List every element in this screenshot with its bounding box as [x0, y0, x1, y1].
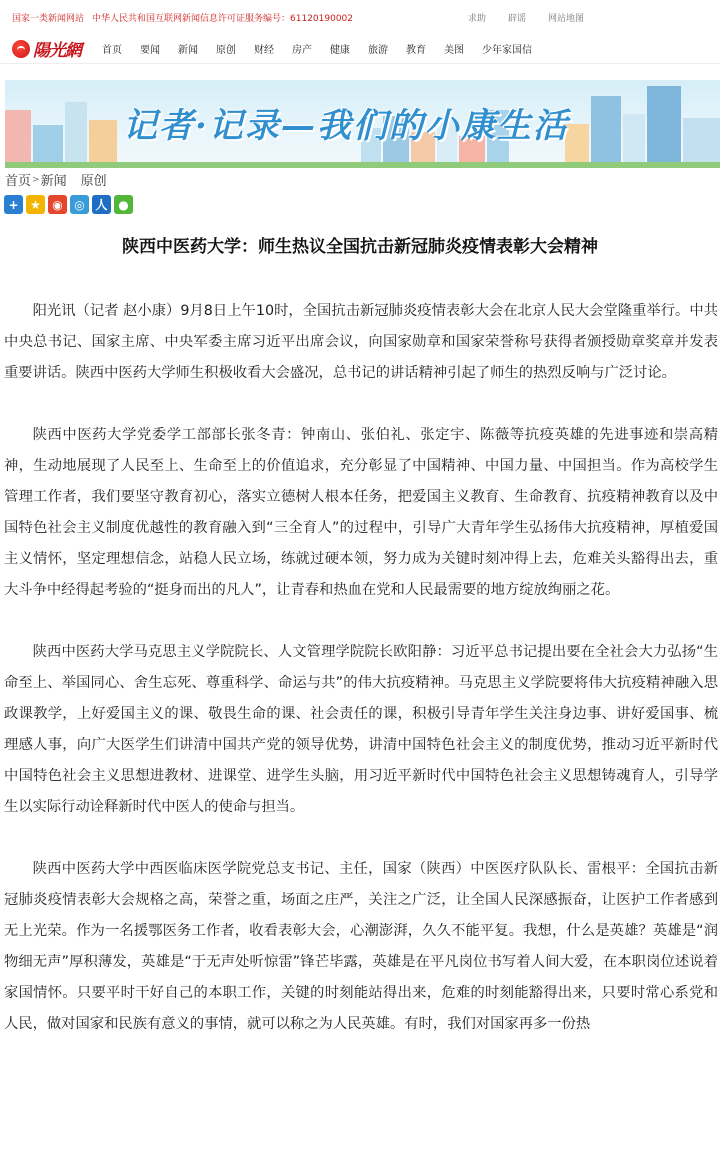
breadcrumb-sub[interactable]: 原创: [80, 174, 107, 189]
article-body: [4, 296, 718, 1071]
help-link[interactable]: 求助: [467, 13, 486, 24]
nav-item-health[interactable]: 健康: [330, 45, 350, 56]
breadcrumb-separator: >: [32, 174, 40, 185]
nav-item-travel[interactable]: 旅游: [368, 45, 388, 56]
weibo-icon[interactable]: ◉: [48, 195, 67, 214]
sitemap-link[interactable]: 网站地图: [547, 13, 584, 24]
article-paragraph: 陕西中医药大学中西医临床医学院党总支书记、主任，国家（陕西）中医医疗队队长、雷根平：全国抗击新冠肺炎疫情表彰大会规格之高，荣誉之重，场面之庄严，关注之广泛，让全国人民深感振奋，让医护工作者感到无上光荣。作为一名援鄂医务工作者，收看表彰大会，心潮澎湃，久久不能平复。我想，什么是英雄？英雄是“润物细无声”厚积薄发，英雄是“于无声处听惊雷”锋芒毕露，英雄是在平凡岗位书写着人间大爱，在本职岗位述说着家国情怀。只要平时干好自己的本职工作，关键的时刻能站得出来，危难的时刻能豁得出来，只要时常心系党和人民，做对国家和民族有意义的事情，就可以称之为人民英雄。有时，我们对国家再多一份热: [4, 861, 718, 1032]
breadcrumb: [5, 170, 107, 189]
main-nav: [0, 34, 720, 64]
nav-item-education[interactable]: 教育: [406, 45, 426, 56]
plus-icon[interactable]: +: [4, 195, 23, 214]
article-paragraph: 陕西中医药大学党委学工部部长张冬青：钟南山、张伯礼、张定宇、陈薇等抗疫英雄的先进事迹和崇高精神，生动地展现了人民至上、生命至上的价值追求，充分彰显了中国精神、中国力量、中国担当。作为高校学生管理工作者，我们要坚守教育初心，落实立德树人根本任务，把爱国主义教育、生命教育、抗疫精神教育以及中国特色社会主义制度优越性的教育融入到“三全育人”的过程中，引导广大青年学生弘扬伟大抗疫精神，厚植爱国主义情怀，坚定理想信念，站稳人民立场，练就过硬本领，努力成为关键时刻冲得上去，危难关头豁得出去，重大斗争中经得起考验的“挺身而出的凡人”，让青春和热血在党和人民最需要的地方绽放绚丽之花。: [4, 427, 718, 598]
article-title: 陕西中医药大学：师生热议全国抗击新冠肺炎疫情表彰大会精神: [122, 237, 598, 257]
nav-item-youth[interactable]: 少年家国信: [482, 45, 532, 56]
share-bar: [4, 195, 133, 214]
wechat-icon[interactable]: ●: [114, 195, 133, 214]
sun-logo-icon: [12, 40, 30, 58]
site-label: 国家一类新闻网站: [12, 13, 85, 24]
nav-menu: [93, 41, 541, 56]
article-paragraph: 陕西中医药大学马克思主义学院院长、人文管理学院院长欧阳静：习近平总书记提出要在全社会大力弘扬“生命至上、举国同心、舍生忘死、尊重科学、命运与共”的伟大抗疫精神。马克思主义学院要将伟大抗疫精神融入思政课教学，上好爱国主义的课、敬畏生命的课、社会责任的课，积极引导青年学生关注身边事、讲好爱国事、梳理感人事，向广大医学生们讲清中国共产党的领导优势，讲清中国特色社会主义的制度优势，推动习近平新时代中国特色社会主义思想进教材、进课堂、进学生头脑，用习近平新时代中国特色社会主义思想铸魂育人，引导学生以实际行动诠释新时代中医人的使命与担当。: [4, 644, 718, 815]
logo-text: 陽光網: [33, 41, 81, 61]
breadcrumb-home[interactable]: 首页: [5, 174, 32, 189]
tencent-weibo-icon[interactable]: ◎: [70, 195, 89, 214]
article-paragraph: 阳光讯（记者 赵小康）9月8日上午10时，全国抗击新冠肺炎疫情表彰大会在北京人民大会堂隆重举行。中共中央总书记、国家主席、中央军委主席习近平出席会议，向国家勋章和国家荣誉称号获得者颁授勋章奖章并发表重要讲话。陕西中医药大学师生积极收看大会盛况，总书记的讲话精神引起了师生的热烈反响与广泛讨论。: [4, 303, 718, 381]
nav-item-realestate[interactable]: 房产: [292, 45, 312, 56]
rumor-link[interactable]: 辟谣: [507, 13, 526, 24]
breadcrumb-section[interactable]: 新闻: [40, 174, 67, 189]
nav-item-news[interactable]: 新闻: [178, 45, 198, 56]
nav-item-photos[interactable]: 美图: [444, 45, 464, 56]
top-bar-links: [468, 11, 708, 24]
qzone-star-icon[interactable]: ★: [26, 195, 45, 214]
nav-item-finance[interactable]: 财经: [254, 45, 274, 56]
nav-item-original[interactable]: 原创: [216, 45, 236, 56]
license-text: 中华人民共和国互联网新闻信息许可证服务编号：61120190002: [92, 13, 354, 24]
nav-item-home[interactable]: 首页: [102, 45, 122, 56]
banner: [5, 80, 720, 168]
top-bar-left: [12, 11, 353, 24]
nav-item-headlines[interactable]: 要闻: [140, 45, 160, 56]
renren-icon[interactable]: 人: [92, 195, 111, 214]
banner-title: 记者·记录—我们的小康生活: [123, 106, 569, 146]
top-bar: [0, 0, 720, 34]
site-logo[interactable]: [12, 36, 81, 61]
